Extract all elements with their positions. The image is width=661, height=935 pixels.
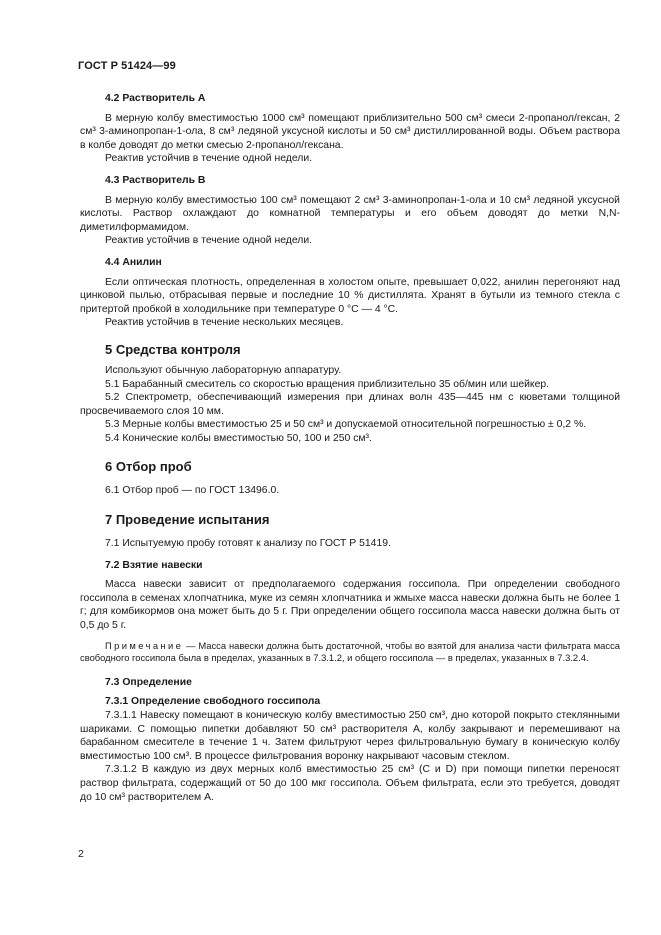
section-7-2-title: 7.2 Взятие навески (105, 559, 203, 571)
section-4-4-title: 4.4 Анилин (105, 256, 162, 268)
section-6-1: 6.1 Отбор проб — по ГОСТ 13496.0. (105, 485, 280, 497)
section-7-1: 7.1 Испытуемую пробу готовят к анализу по ГОСТ Р 51419. (105, 538, 391, 550)
section-7-3-title: 7.3 Определение (105, 676, 192, 688)
section-7-3-1-title: 7.3.1 Определение свободного госсипола (105, 696, 321, 708)
section-4-2-paragraph: В мерную колбу вместимостью 1000 см³ помещают приблизительно 500 см³ смеси 2-пропанол/гексан, 2 см³ 3-аминопропан-1-ола, 8 см³ ледяной уксусной кислоты и 50 см³ дистиллированной воды. Объем раствора в колбе доводят до метки смесью 2-пропанол/гексана. (80, 112, 620, 151)
section-6-title: 6 Отбор проб (105, 459, 192, 475)
section-5-1: 5.1 Барабанный смеситель со скоростью вращения приблизительно 35 об/мин или шейкер. (105, 378, 550, 390)
section-5-title: 5 Средства контроля (105, 341, 241, 357)
document-body (80, 92, 620, 804)
section-7-3-1-1: 7.3.1.1 Навеску помещают в коническую колбу вместимостью 250 см³, дно которой покрыто стеклянными шариками. С помощью пипетки добавляют 50 см³ растворителя А, колбу закрывают и перемешивают на барабанном смесителе в течение 1 ч. Затем фильтруют через фильтровальную бумагу в коническую колбу вместимостью 100 см³. В процессе фильтрования воронку накрывают часовым стеклом. (80, 710, 620, 762)
section-5-3: 5.3 Мерные колбы вместимостью 25 и 50 см³ и допускаемой относительной погрешностью ± 0,2 %. (105, 419, 587, 431)
section-4-2-title: 4.2 Растворитель А (105, 93, 206, 104)
section-4-3-paragraph: В мерную колбу вместимостью 100 см³ помещают 2 см³ 3-аминопропан-1-ола и 10 см³ ледяной уксусной кислоты. Раствор охлаждают до комнатной температуры и его объем доводят до метки N,N-диметилформамидом. (80, 194, 620, 233)
section-4-4-note: Реактив устойчив в течение нескольких месяцев. (105, 317, 344, 329)
section-4-3-note: Реактив устойчив в течение одной недели. (105, 235, 313, 247)
remark-label: Примечание (105, 639, 184, 651)
section-7-2-paragraph: Масса навески зависит от предполагаемого содержания госсипола. При определении свободного госсипола в семенах хлопчатника, муке из семян хлопчатника и жмыхе масса навески должна быть не более 1 г; для комбикормов она может быть до 5 г. При определении общего госсипола масса навески должна быть от 0,5 до 5 г. (80, 579, 620, 632)
section-7-2-remark (80, 640, 620, 665)
section-4-2-note: Реактив устойчив в течение одной недели. (105, 153, 313, 165)
section-5-2: 5.2 Спектрометр, обеспечивающий измерения при длинах волн 435—445 нм с кюветами толщиной просвечиваемого слоя 10 мм. (80, 392, 620, 417)
document-header: ГОСТ Р 51424—99 (78, 60, 176, 72)
page-number: 2 (78, 848, 84, 860)
section-7-title: 7 Проведение испытания (105, 512, 270, 528)
section-4-4-paragraph: Если оптическая плотность, определенная в холостом опыте, превышает 0,022, анилин перегоняют над цинковой пылью, отбрасывая первые и последние 10 % дистиллята. Хранят в бутыли из темного стекла с притертой пробкой в холодильнике при температуре 0 °С — 4 °С. (80, 276, 620, 315)
section-4-3-title: 4.3 Растворитель В (105, 174, 206, 186)
section-5-intro: Используют обычную лабораторную аппаратуру. (105, 364, 342, 376)
section-7-3-1-2: 7.3.1.2 В каждую из двух мерных колб вместимостью 25 см³ (С и D) при помощи пипетки переносят раствор фильтрата, содержащий от 50 до 100 мкг госсипола. Объем фильтрата, если это требуется, доводят до 10 см³ растворителем А. (80, 764, 620, 803)
remark-text: — Масса навески должна быть достаточной, чтобы во взятой для анализа части фильтрата масса свободного госсипола была в пределах, указанных в 7.3.1.2, и общего госсипола — в пределах, указанных в 7.3.2.4. (80, 639, 620, 664)
section-5-4: 5.4 Конические колбы вместимостью 50, 100 и 250 см³. (105, 432, 372, 444)
